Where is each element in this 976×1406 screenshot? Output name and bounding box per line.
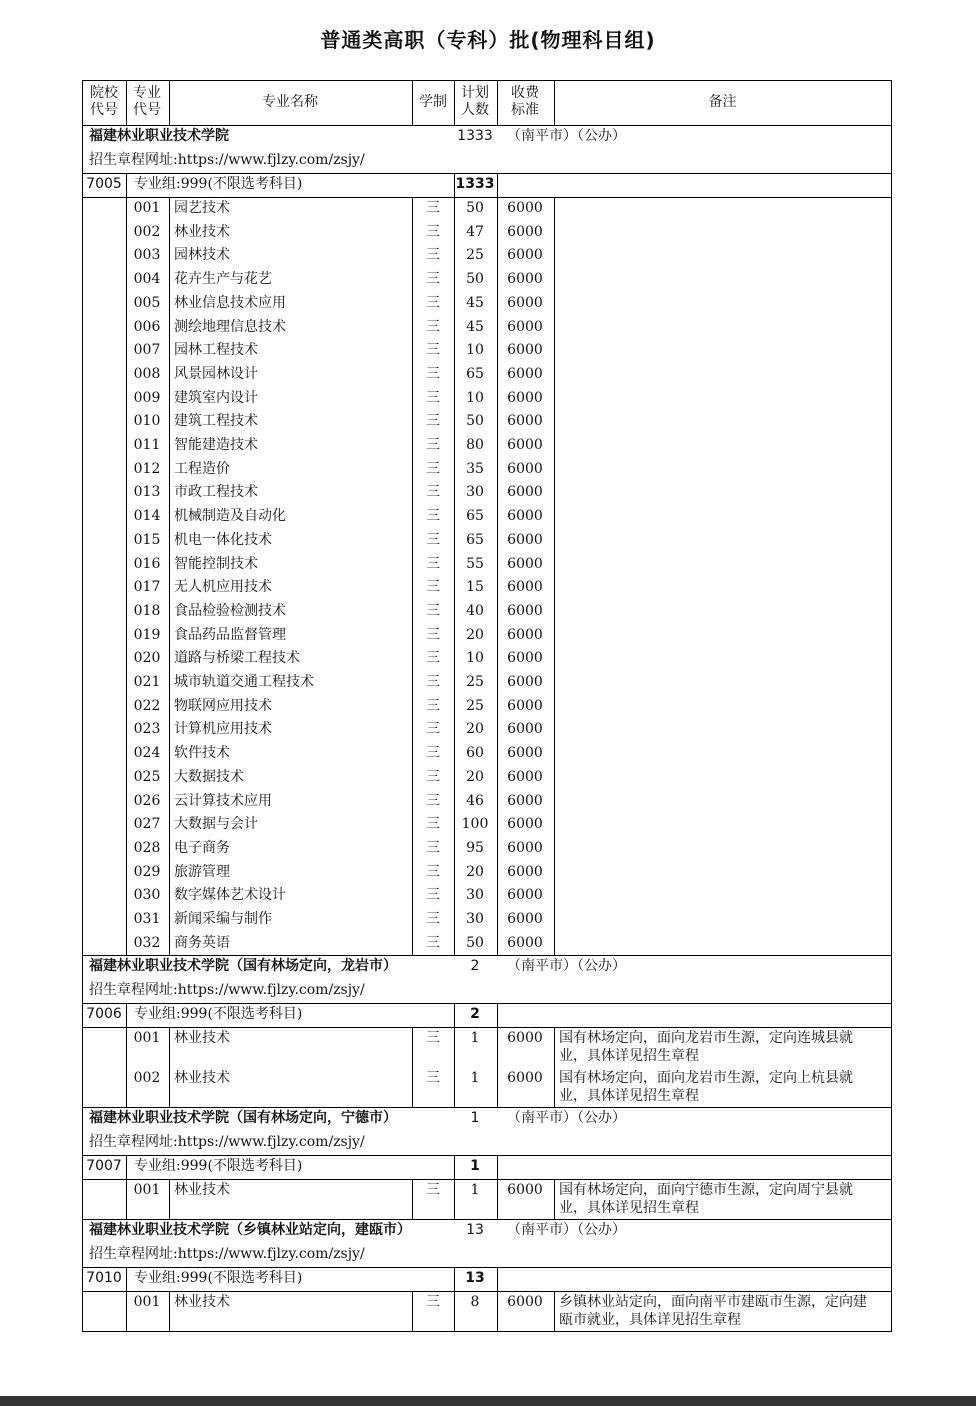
major-name: 大数据与会计 [174, 816, 258, 833]
row-divider [83, 173, 891, 174]
school-name: 福建林业职业技术学院（国有林场定向，龙岩市） [89, 958, 397, 975]
major-duration: 三 [426, 697, 440, 714]
column-divider [126, 81, 127, 125]
major-name: 计算机应用技术 [174, 721, 272, 738]
major-plan: 80 [466, 437, 484, 453]
column-divider [497, 1003, 498, 1027]
major-name: 建筑工程技术 [174, 413, 258, 430]
column-divider [169, 1027, 170, 1107]
major-duration: 三 [426, 200, 440, 216]
major-plan: 55 [466, 555, 484, 572]
major-fee: 6000 [507, 460, 543, 477]
page-title: 普通类高职（专科）批(物理科目组) [320, 28, 656, 52]
major-duration: 三 [426, 602, 440, 619]
major-name: 林业技术 [174, 1294, 230, 1311]
major-fee: 6000 [507, 531, 543, 548]
column-divider [169, 81, 170, 125]
major-duration: 三 [426, 437, 440, 453]
major-plan: 95 [466, 839, 484, 856]
major-plan: 60 [466, 745, 484, 762]
major-name: 食品药品监督管理 [174, 626, 286, 643]
major-plan: 30 [466, 484, 484, 501]
column-divider [126, 173, 127, 197]
row-divider [83, 1155, 891, 1156]
major-name: 旅游管理 [174, 863, 230, 880]
major-code: 014 [133, 508, 161, 525]
major-code: 021 [133, 674, 161, 690]
column-divider [126, 1003, 127, 1027]
major-plan: 8 [470, 1294, 480, 1311]
group-total-plan: 13 [465, 1270, 485, 1287]
school-total-plan: 2 [470, 958, 480, 975]
major-plan: 35 [466, 460, 484, 477]
major-duration: 三 [426, 365, 440, 382]
row-divider [83, 125, 891, 126]
major-code: 029 [133, 863, 161, 880]
column-divider [454, 1291, 455, 1331]
major-code: 030 [133, 887, 161, 904]
major-fee: 6000 [507, 863, 543, 880]
major-name: 智能控制技术 [174, 555, 258, 572]
major-name: 园林技术 [174, 247, 230, 264]
major-fee: 6000 [507, 484, 543, 501]
major-code: 022 [133, 697, 161, 714]
major-fee: 6000 [507, 887, 543, 904]
viewer-bottom-bar [0, 1396, 976, 1406]
major-plan: 1 [470, 1182, 480, 1199]
major-duration: 三 [426, 1030, 440, 1047]
major-plan: 50 [466, 271, 484, 288]
column-divider [497, 197, 498, 955]
major-duration: 三 [426, 223, 440, 240]
row-divider [83, 1219, 891, 1220]
major-name: 商务英语 [174, 934, 230, 951]
major-plan: 10 [466, 389, 484, 406]
major-duration: 三 [426, 460, 440, 477]
major-code: 028 [133, 839, 161, 856]
school-code: 7006 [86, 1006, 122, 1023]
major-fee: 6000 [507, 1070, 543, 1087]
major-fee: 6000 [507, 342, 543, 359]
major-duration: 三 [426, 579, 440, 596]
major-duration: 三 [426, 1070, 440, 1087]
major-plan: 46 [466, 792, 484, 809]
major-duration: 三 [426, 1294, 440, 1311]
major-duration: 三 [426, 911, 440, 927]
column-divider [169, 1179, 170, 1219]
school-total-plan: 1 [470, 1110, 480, 1127]
major-code: 002 [133, 223, 161, 240]
major-code: 015 [133, 531, 161, 548]
column-divider [454, 1267, 455, 1291]
major-fee: 6000 [507, 508, 543, 525]
major-group: 专业组:999(不限选考科目) [134, 1270, 303, 1287]
column-divider [497, 1155, 498, 1179]
major-code: 011 [133, 437, 161, 453]
major-name: 园林工程技术 [174, 342, 258, 359]
column-divider [497, 173, 498, 197]
column-divider [497, 81, 498, 125]
major-duration: 三 [426, 271, 440, 288]
admission-table [82, 80, 892, 1332]
major-plan: 20 [466, 626, 484, 643]
major-name: 食品检验检测技术 [174, 602, 286, 619]
school-url: 招生章程网址:https://www.fjlzy.com/zsjy/ [89, 982, 365, 999]
major-name: 新闻采编与制作 [174, 911, 272, 927]
major-name: 林业技术 [174, 1182, 230, 1199]
major-name: 大数据技术 [174, 768, 244, 785]
major-code: 004 [133, 271, 161, 288]
major-plan: 15 [466, 579, 484, 596]
major-plan: 25 [466, 247, 484, 264]
column-divider [554, 1027, 555, 1107]
major-group: 专业组:999(不限选考科目) [134, 1158, 303, 1175]
table-header [83, 81, 891, 125]
school-url: 招生章程网址:https://www.fjlzy.com/zsjy/ [89, 1246, 365, 1263]
column-divider [412, 1179, 413, 1219]
major-fee: 6000 [507, 650, 543, 667]
major-fee: 6000 [507, 626, 543, 643]
header-major-name: 专业名称 [262, 94, 318, 110]
major-name: 林业信息技术应用 [174, 294, 286, 311]
major-duration: 三 [426, 745, 440, 762]
major-fee: 6000 [507, 271, 543, 288]
major-fee: 6000 [507, 839, 543, 856]
major-duration: 三 [426, 413, 440, 430]
school-total-plan: 1333 [457, 128, 493, 144]
major-name: 风景园林设计 [174, 365, 258, 382]
major-code: 001 [133, 1030, 161, 1047]
major-name: 道路与桥梁工程技术 [174, 650, 300, 667]
column-divider [169, 1291, 170, 1331]
school-code: 7010 [86, 1270, 122, 1287]
major-code: 032 [133, 934, 161, 951]
major-duration: 三 [426, 318, 440, 335]
column-divider [497, 1179, 498, 1219]
column-divider [554, 197, 555, 955]
major-duration: 三 [426, 934, 440, 951]
major-plan: 100 [461, 816, 489, 833]
column-divider [412, 81, 413, 125]
major-code: 019 [133, 626, 161, 643]
school-name: 福建林业职业技术学院（乡镇林业站定向，建瓯市） [89, 1222, 411, 1239]
group-total-plan: 1333 [455, 176, 495, 192]
major-duration: 三 [426, 484, 440, 501]
major-plan: 40 [466, 602, 484, 619]
major-code: 026 [133, 792, 161, 809]
major-code: 009 [133, 389, 161, 406]
column-divider [126, 1155, 127, 1179]
column-divider [412, 1027, 413, 1107]
major-code: 003 [133, 247, 161, 264]
major-fee: 6000 [507, 1294, 543, 1311]
school-total-plan: 13 [466, 1222, 484, 1239]
school-code: 7007 [86, 1158, 122, 1175]
column-divider [126, 1267, 127, 1291]
major-plan: 25 [466, 697, 484, 714]
column-divider [126, 1027, 127, 1107]
column-divider [454, 1179, 455, 1219]
column-divider [454, 81, 455, 125]
row-divider [83, 1027, 891, 1028]
column-divider [454, 1155, 455, 1179]
major-code: 020 [133, 650, 161, 667]
major-name: 城市轨道交通工程技术 [174, 674, 314, 690]
major-duration: 三 [426, 531, 440, 548]
major-code: 024 [133, 745, 161, 762]
major-name: 林业技术 [174, 223, 230, 240]
major-name: 云计算技术应用 [174, 792, 272, 809]
major-code: 025 [133, 768, 161, 785]
major-name: 工程造价 [174, 460, 230, 477]
major-fee: 6000 [507, 365, 543, 382]
major-plan: 10 [466, 342, 484, 359]
major-duration: 三 [426, 816, 440, 833]
major-duration: 三 [426, 792, 440, 809]
major-code: 001 [133, 1294, 161, 1311]
major-plan: 45 [466, 294, 484, 311]
major-code: 013 [133, 484, 161, 501]
major-plan: 45 [466, 318, 484, 335]
column-divider [554, 1291, 555, 1331]
major-fee: 6000 [507, 792, 543, 809]
major-plan: 30 [466, 911, 484, 927]
column-divider [454, 197, 455, 955]
header-remark: 备注 [708, 94, 737, 110]
major-code: 007 [133, 342, 161, 359]
major-name: 无人机应用技术 [174, 579, 272, 596]
major-group: 专业组:999(不限选考科目) [134, 176, 303, 192]
major-fee: 6000 [507, 745, 543, 762]
major-fee: 6000 [507, 318, 543, 335]
major-name: 电子商务 [174, 839, 230, 856]
school-name: 福建林业职业技术学院（国有林场定向，宁德市） [89, 1110, 397, 1127]
column-divider [412, 1291, 413, 1331]
major-duration: 三 [426, 768, 440, 785]
major-code: 018 [133, 602, 161, 619]
major-plan: 1 [470, 1070, 480, 1087]
major-code: 023 [133, 721, 161, 738]
major-name: 花卉生产与花艺 [174, 271, 272, 288]
major-fee: 6000 [507, 200, 543, 216]
school-location: （南平市）（公办） [507, 1110, 626, 1127]
major-fee: 6000 [507, 768, 543, 785]
column-divider [497, 1027, 498, 1107]
school-name: 福建林业职业技术学院 [89, 128, 229, 144]
major-duration: 三 [426, 247, 440, 264]
major-name: 测绘地理信息技术 [174, 318, 286, 335]
major-group: 专业组:999(不限选考科目) [134, 1006, 303, 1023]
major-plan: 10 [466, 650, 484, 667]
major-duration: 三 [426, 721, 440, 738]
column-divider [412, 197, 413, 955]
row-divider [83, 197, 891, 198]
column-divider [497, 1291, 498, 1331]
major-note: 国有林场定向，面向龙岩市生源，定向上杭县就业，具体详见招生章程 [559, 1070, 853, 1105]
column-divider [454, 1003, 455, 1027]
major-fee: 6000 [507, 247, 543, 264]
column-divider [454, 1027, 455, 1107]
major-code: 008 [133, 365, 161, 382]
major-duration: 三 [426, 674, 440, 690]
major-name: 机械制造及自动化 [174, 508, 286, 525]
major-fee: 6000 [507, 579, 543, 596]
column-divider [126, 1179, 127, 1219]
major-name: 林业技术 [174, 1030, 230, 1047]
major-note: 国有林场定向，面向龙岩市生源，定向连城县就业，具体详见招生章程 [559, 1030, 853, 1065]
major-code: 001 [133, 200, 161, 216]
major-note: 国有林场定向，面向宁德市生源，定向周宁县就业，具体详见招生章程 [559, 1182, 853, 1217]
major-name: 机电一体化技术 [174, 531, 272, 548]
major-duration: 三 [426, 650, 440, 667]
major-plan: 1 [470, 1030, 480, 1047]
major-code: 017 [133, 579, 161, 596]
major-fee: 6000 [507, 674, 543, 690]
major-name: 林业技术 [174, 1070, 230, 1087]
school-location: （南平市）（公办） [507, 128, 626, 144]
major-duration: 三 [426, 294, 440, 311]
major-plan: 20 [466, 721, 484, 738]
major-plan: 50 [466, 413, 484, 430]
column-divider [554, 81, 555, 125]
column-divider [554, 1179, 555, 1219]
major-fee: 6000 [507, 697, 543, 714]
column-divider [454, 173, 455, 197]
major-plan: 47 [466, 223, 484, 240]
major-name: 软件技术 [174, 745, 230, 762]
school-location: （南平市）（公办） [507, 958, 626, 975]
major-code: 010 [133, 413, 161, 430]
row-divider [83, 1179, 891, 1180]
major-plan: 20 [466, 768, 484, 785]
major-fee: 6000 [507, 911, 543, 927]
row-divider [83, 1291, 891, 1292]
major-duration: 三 [426, 555, 440, 572]
major-plan: 30 [466, 887, 484, 904]
row-divider [83, 955, 891, 956]
row-divider [83, 1267, 891, 1268]
major-fee: 6000 [507, 437, 543, 453]
major-fee: 6000 [507, 816, 543, 833]
major-fee: 6000 [507, 721, 543, 738]
group-total-plan: 2 [470, 1006, 480, 1023]
column-divider [169, 197, 170, 955]
header-fee: 收费 标准 [511, 85, 539, 118]
major-fee: 6000 [507, 389, 543, 406]
major-fee: 6000 [507, 294, 543, 311]
column-divider [126, 1291, 127, 1331]
column-divider [497, 1267, 498, 1291]
school-url: 招生章程网址:https://www.fjlzy.com/zsjy/ [89, 152, 365, 168]
major-code: 002 [133, 1070, 161, 1087]
row-divider [83, 1107, 891, 1108]
major-code: 012 [133, 460, 161, 477]
major-duration: 三 [426, 863, 440, 880]
major-plan: 20 [466, 863, 484, 880]
major-fee: 6000 [507, 413, 543, 430]
major-fee: 6000 [507, 1030, 543, 1047]
school-location: （南平市）（公办） [507, 1222, 626, 1239]
major-fee: 6000 [507, 934, 543, 951]
major-plan: 65 [466, 365, 484, 382]
header-duration: 学制 [419, 94, 447, 110]
major-name: 智能建造技术 [174, 437, 258, 453]
major-plan: 25 [466, 674, 484, 690]
major-name: 建筑室内设计 [174, 389, 258, 406]
major-fee: 6000 [507, 555, 543, 572]
major-code: 005 [133, 294, 161, 311]
major-duration: 三 [426, 1182, 440, 1199]
major-name: 市政工程技术 [174, 484, 258, 501]
major-note: 乡镇林业站定向，面向南平市建瓯市生源，定向建瓯市就业，具体详见招生章程 [559, 1294, 867, 1329]
major-duration: 三 [426, 508, 440, 525]
major-plan: 65 [466, 531, 484, 548]
major-fee: 6000 [507, 223, 543, 240]
major-name: 物联网应用技术 [174, 697, 272, 714]
major-duration: 三 [426, 626, 440, 643]
header-plan: 计划 人数 [461, 85, 489, 118]
major-code: 031 [133, 911, 161, 927]
major-code: 001 [133, 1182, 161, 1199]
major-duration: 三 [426, 839, 440, 856]
header-school-code: 院校 代号 [90, 85, 118, 118]
major-fee: 6000 [507, 1182, 543, 1199]
major-name: 数字媒体艺术设计 [174, 887, 286, 904]
major-plan: 50 [466, 200, 484, 216]
major-code: 016 [133, 555, 161, 572]
major-duration: 三 [426, 342, 440, 359]
row-divider [83, 1003, 891, 1004]
major-name: 园艺技术 [174, 200, 230, 216]
school-url: 招生章程网址:https://www.fjlzy.com/zsjy/ [89, 1134, 365, 1151]
column-divider [126, 197, 127, 955]
major-plan: 50 [466, 934, 484, 951]
major-duration: 三 [426, 887, 440, 904]
header-major-code: 专业 代号 [133, 85, 161, 118]
major-plan: 65 [466, 508, 484, 525]
major-code: 027 [133, 816, 161, 833]
major-fee: 6000 [507, 602, 543, 619]
group-total-plan: 1 [470, 1158, 480, 1175]
major-code: 006 [133, 318, 161, 335]
major-duration: 三 [426, 389, 440, 406]
school-code: 7005 [86, 176, 122, 192]
